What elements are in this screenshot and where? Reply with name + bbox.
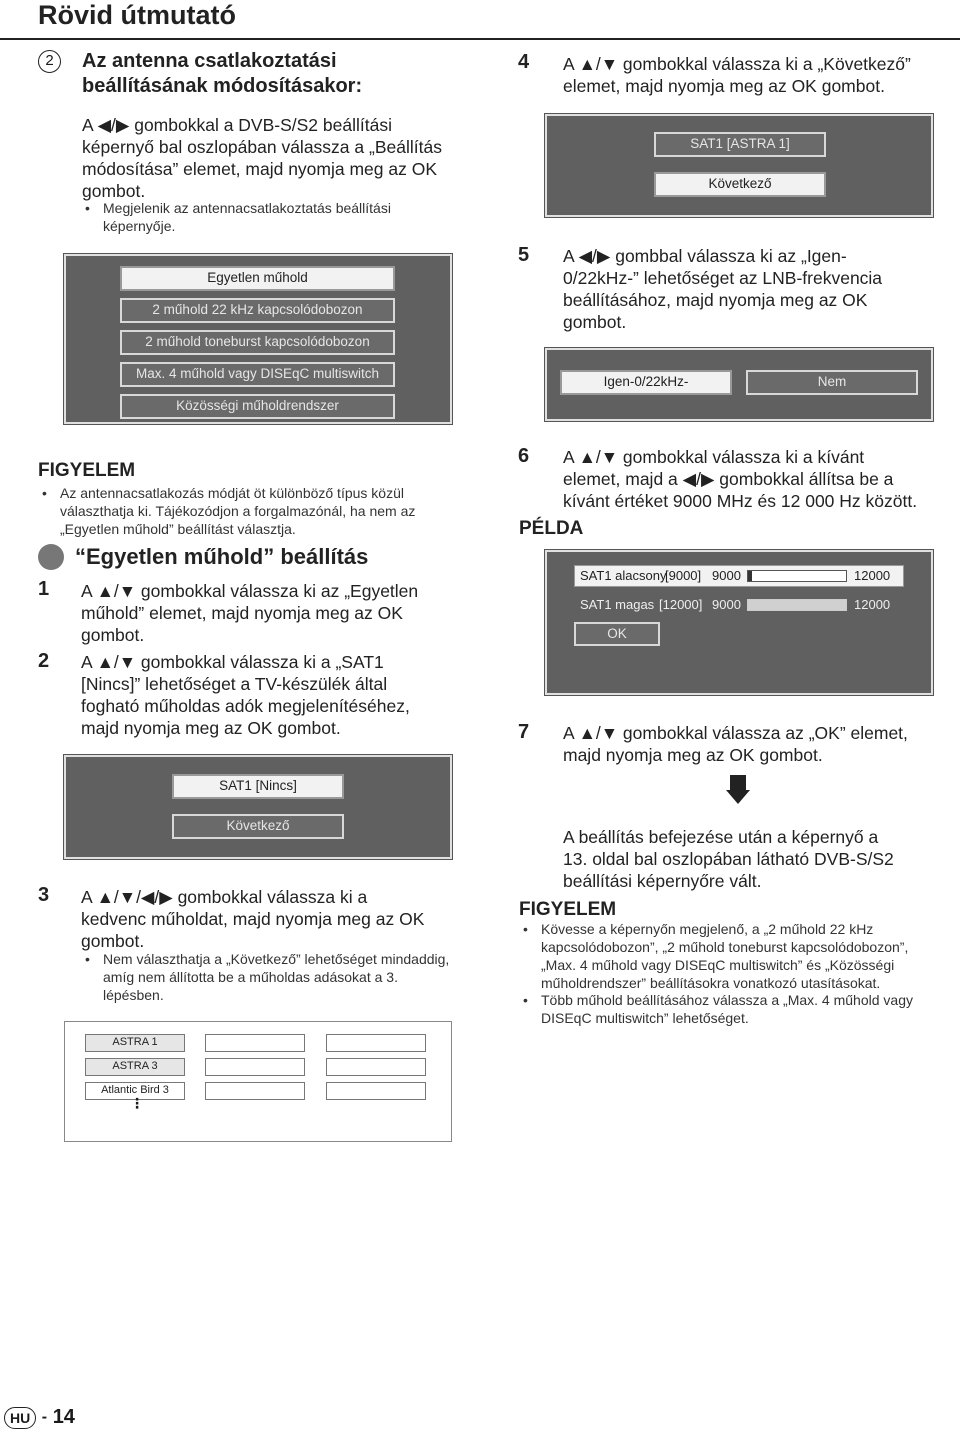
text-line: majd nyomja meg az OK gombot. — [81, 718, 341, 738]
text-line: műhold” elemet, majd nyomja meg az OK — [81, 603, 403, 623]
page-number: 14 — [52, 1406, 75, 1429]
frequency-label: SAT1 magas — [580, 597, 655, 612]
more-items-indicator: ⋮ — [130, 1095, 144, 1111]
single-satellite-heading: “Egyetlen műhold” beállítás — [75, 544, 369, 569]
step-number: 1 — [38, 578, 50, 600]
frequency-value: [12000] — [659, 597, 703, 612]
bullet-line: képernyője. — [103, 218, 176, 234]
note-line: műholdrendszer” beállításokra vonatkozó utasításokat. — [541, 975, 881, 991]
satellite-cell-empty[interactable] — [205, 1058, 305, 1076]
text-line: kedvenc műholdat, majd nyomja meg az OK — [81, 909, 425, 929]
step-number: 3 — [38, 884, 50, 906]
menu-item-sat1-astra1[interactable]: SAT1 [ASTRA 1] — [654, 132, 826, 157]
text-line: A ▲/▼ gombokkal válassza ki a „Következő” — [563, 54, 911, 74]
section2-heading-line1: Az antenna csatlakoztatási — [82, 50, 337, 72]
menu-item-next[interactable]: Következő — [172, 814, 344, 839]
note-line: „Max. 4 műhold vagy DISEqC multiswitch” és „Közösségi — [541, 957, 895, 973]
satellite-cell-astra3[interactable]: ASTRA 3 — [85, 1058, 185, 1076]
step-number: 5 — [518, 244, 530, 266]
figyelem-heading: FIGYELEM — [519, 899, 617, 920]
text-line: gombot. — [82, 181, 146, 201]
bullet-line: lépésben. — [103, 987, 164, 1003]
text-line: 0/22kHz-” lehetőséget az LNB-frekvencia — [563, 268, 883, 288]
frequency-max: 12000 — [854, 597, 891, 612]
step1-text — [81, 580, 501, 646]
text-line: kívánt értéket 9000 MHz és 12 000 Hz között. — [563, 491, 918, 511]
satellite-cell-empty[interactable] — [326, 1034, 426, 1052]
frequency-slider-low[interactable] — [747, 570, 847, 582]
step-number: 7 — [518, 721, 530, 743]
frequency-min: 9000 — [712, 597, 741, 612]
note-line: • Az antennacsatlakozás módját öt különböző típus közül — [60, 485, 404, 501]
step3-bullet — [103, 950, 503, 1004]
text-line: majd nyomja meg az OK gombot. — [563, 745, 823, 765]
figyelem1-note — [60, 484, 500, 538]
text-line: gombot. — [563, 312, 627, 332]
step2-text — [81, 651, 501, 739]
text-line: A ◀/▶ gombokkal a DVB-S/S2 beállítási — [82, 115, 392, 135]
satellite-cell-atlantic-bird3[interactable]: Atlantic Bird 3 — [85, 1082, 185, 1100]
section-dot-icon — [38, 544, 64, 570]
note-line: kapcsolódobozon”, „2 műhold toneburst kapcsolódobozon”, — [541, 939, 909, 955]
menu-item-diseqc-multiswitch[interactable]: Max. 4 műhold vagy DISEqC multiswitch — [120, 362, 395, 387]
satellite-cell-empty[interactable] — [326, 1082, 426, 1100]
page-title: Rövid útmutató — [38, 0, 236, 30]
menu-item-next[interactable]: Következő — [654, 172, 826, 197]
text-line: A ▲/▼/◀/▶ gombokkal válassza ki a — [81, 887, 368, 907]
bullet-line: • Nem választhatja a „Következő” lehetőséget mindaddig, — [103, 951, 450, 967]
example-heading: PÉLDA — [519, 518, 584, 539]
text-line: A ▲/▼ gombokkal válassza az „OK” elemet, — [563, 723, 908, 743]
text-line: módosítása” elemet, majd nyomja meg az OK — [82, 159, 438, 179]
step-number: 2 — [38, 650, 50, 672]
frequency-min: 9000 — [712, 568, 741, 583]
satellite-cell-empty[interactable] — [205, 1034, 305, 1052]
sat1-astra-menu-panel — [545, 114, 933, 217]
down-arrow-icon — [730, 775, 746, 791]
language-badge: HU — [4, 1407, 36, 1429]
satellite-cell-astra1[interactable]: ASTRA 1 — [85, 1034, 185, 1052]
text-line: elemet, majd nyomja meg az OK gombot. — [563, 76, 885, 96]
section2-heading — [82, 49, 362, 99]
text-line: beállításához, majd nyomja meg az OK — [563, 290, 868, 310]
menu-item-sat1-none[interactable]: SAT1 [Nincs] — [172, 774, 344, 799]
step7-text — [563, 722, 958, 766]
text-line: A beállítás befejezése után a képernyő a — [563, 827, 879, 847]
ok-button[interactable]: OK — [574, 622, 660, 646]
text-line: képernyő bal oszlopában válassza a „Beállítás — [82, 137, 442, 157]
note-line: • Több műhold beállításához válassza a „Max. 4 műhold vagy — [541, 992, 913, 1008]
text-line: A ▲/▼ gombokkal válassza ki a kívánt — [563, 447, 865, 467]
bullet-line: • Megjelenik az antennacsatlakoztatás beállítási — [103, 200, 391, 216]
text-line: [Nincs]” lehetőséget a TV-készülék által — [81, 674, 388, 694]
menu-item-22khz-switch[interactable]: 2 műhold 22 kHz kapcsolódobozon — [120, 298, 395, 323]
menu-item-community-system[interactable]: Közösségi műholdrendszer — [120, 394, 395, 419]
satellite-cell-empty[interactable] — [205, 1082, 305, 1100]
text-line: A ◀/▶ gombbal válassza ki az „Igen- — [563, 246, 847, 266]
note-line: választhatja ki. Tájékozódjon a forgalmazónál, ha nem az — [60, 503, 416, 519]
text-line: gombot. — [81, 931, 145, 951]
step-number: 4 — [518, 51, 530, 73]
option-no[interactable]: Nem — [746, 370, 918, 395]
title-rule — [0, 38, 960, 40]
figyelem-heading: FIGYELEM — [38, 460, 136, 481]
section2-heading-line2: beállításának módosításakor: — [82, 75, 363, 97]
note-line: DISEqC multiswitch” lehetőséget. — [541, 1010, 749, 1026]
frequency-max: 12000 — [854, 568, 891, 583]
step4-text — [563, 53, 958, 97]
text-line: 13. oldal bal oszlopában látható DVB-S/S2 — [563, 849, 894, 869]
figyelem2-bullet2 — [541, 991, 956, 1027]
section2-bullet — [103, 199, 503, 235]
menu-item-single-satellite[interactable]: Egyetlen műhold — [120, 266, 395, 291]
text-line: gombot. — [81, 625, 145, 645]
step-number: 6 — [518, 445, 530, 467]
option-yes-22khz[interactable]: Igen-0/22kHz- — [560, 370, 732, 395]
sat1-menu-panel — [64, 755, 452, 859]
satellite-cell-empty[interactable] — [326, 1058, 426, 1076]
step6-text — [563, 446, 958, 512]
text-line: A ▲/▼ gombokkal válassza ki az „Egyetlen — [81, 581, 419, 601]
footer-separator: - — [41, 1408, 48, 1426]
note-line: „Egyetlen műhold” beállítást választja. — [60, 521, 296, 537]
text-line: beállítási képernyőre vált. — [563, 871, 762, 891]
text-line: elemet, majd a ◀/▶ gombokkal állítsa be a — [563, 469, 894, 489]
step3-text — [81, 886, 501, 952]
page-footer — [4, 1406, 75, 1429]
down-arrow-icon-head — [726, 790, 750, 804]
frequency-value: [9000] — [665, 568, 702, 583]
bullet-line: amíg nem állította be a műholdas adásokat a 3. — [103, 969, 398, 985]
text-line: fogható műholdas adók megjelenítéséhez, — [81, 696, 410, 716]
step5-text — [563, 245, 958, 333]
section-number-badge: 2 — [38, 50, 61, 73]
note-line: • Kövesse a képernyőn megjelenő, a „2 műhold 22 kHz — [541, 921, 874, 937]
figyelem2-bullet1 — [541, 920, 956, 992]
frequency-label: SAT1 alacsony — [580, 568, 667, 583]
menu-item-toneburst-switch[interactable]: 2 műhold toneburst kapcsolódobozon — [120, 330, 395, 355]
section2-text — [82, 114, 502, 202]
text-line: A ▲/▼ gombokkal válassza ki a „SAT1 — [81, 652, 384, 672]
step7-result-text — [563, 826, 958, 892]
frequency-slider-high[interactable] — [747, 599, 847, 611]
